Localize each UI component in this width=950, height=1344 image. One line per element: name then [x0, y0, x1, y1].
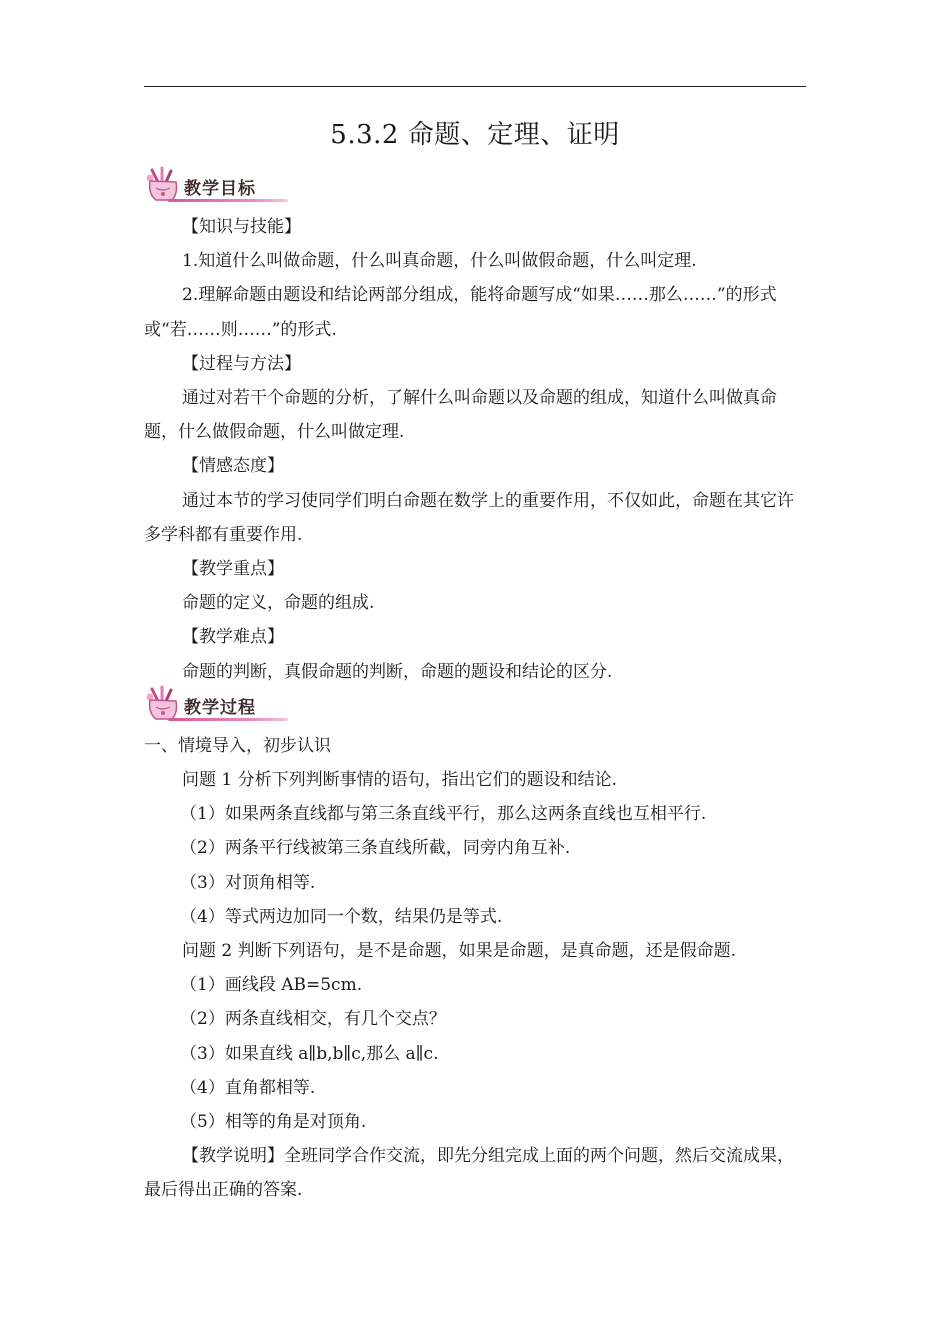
- heading-process: 【过程与方法】: [182, 353, 301, 374]
- page-title: 5.3.2 命题、定理、证明: [330, 120, 620, 150]
- banner-underline: [168, 718, 288, 721]
- key-points-text: 命题的定义，命题的组成.: [182, 593, 375, 614]
- question-2-item: （2）两条直线相交，有几个交点？: [180, 1009, 446, 1030]
- knowledge-item-1: 1.知道什么叫做命题，什么叫真命题，什么叫做假命题，什么叫定理.: [182, 251, 697, 272]
- section-banner-process: [142, 685, 292, 725]
- question-1-item: （4）等式两边加同一个数，结果仍是等式.: [180, 906, 503, 927]
- banner-title: 教学过程: [184, 698, 256, 718]
- question-2-item: （3）如果直线 a∥b,b∥c,那么 a∥c.: [180, 1043, 439, 1064]
- heading-knowledge: 【知识与技能】: [182, 217, 301, 237]
- header-rule: [144, 86, 806, 87]
- teaching-note: 【教学说明】全班同学合作交流，即先分组完成上面的两个问题，然后交流成果，最后得出正确的答案.: [144, 1146, 794, 1201]
- heading-emotion: 【情感态度】: [182, 456, 284, 477]
- question-1-item: （2）两条平行线被第三条直线所截，同旁内角互补.: [180, 838, 571, 859]
- question-2: 问题 2 判断下列语句，是不是命题，如果是命题，是真命题，还是假命题.: [182, 941, 737, 962]
- banner-underline: [168, 199, 288, 202]
- emotion-text: 通过本节的学习使同学们明白命题在数学上的重要作用，不仅如此，命题在其它许多学科都有重要作用.: [144, 490, 794, 545]
- process-text: 通过对若干个命题的分析，了解什么叫命题以及命题的组成，知道什么叫做真命题，什么做假命题，什么叫做定理.: [144, 388, 777, 443]
- question-1-item: （3）对顶角相等.: [180, 872, 316, 893]
- question-2-item: （1）画线段 AB=5cm.: [180, 975, 363, 996]
- difficulties-text: 命题的判断，真假命题的判断，命题的题设和结论的区分.: [182, 661, 613, 682]
- banner-title: 教学目标: [184, 179, 256, 199]
- part1-heading: 一、情境导入，初步认识: [144, 735, 331, 756]
- heading-key-points: 【教学重点】: [182, 559, 284, 580]
- question-1-item: （1）如果两条直线都与第三条直线平行，那么这两条直线也互相平行.: [180, 804, 707, 825]
- question-2-item: （5）相等的角是对顶角.: [180, 1112, 367, 1133]
- knowledge-item-2: 2.理解命题由题设和结论两部分组成，能将命题写成“如果……那么……”的形式或“若……则……”的形式.: [144, 285, 777, 340]
- section-banner-goals: [142, 166, 292, 206]
- question-1: 问题 1 分析下列判断事情的语句，指出它们的题设和结论.: [182, 770, 618, 791]
- question-2-item: （4）直角都相等.: [180, 1077, 316, 1098]
- heading-difficulties: 【教学难点】: [182, 627, 284, 648]
